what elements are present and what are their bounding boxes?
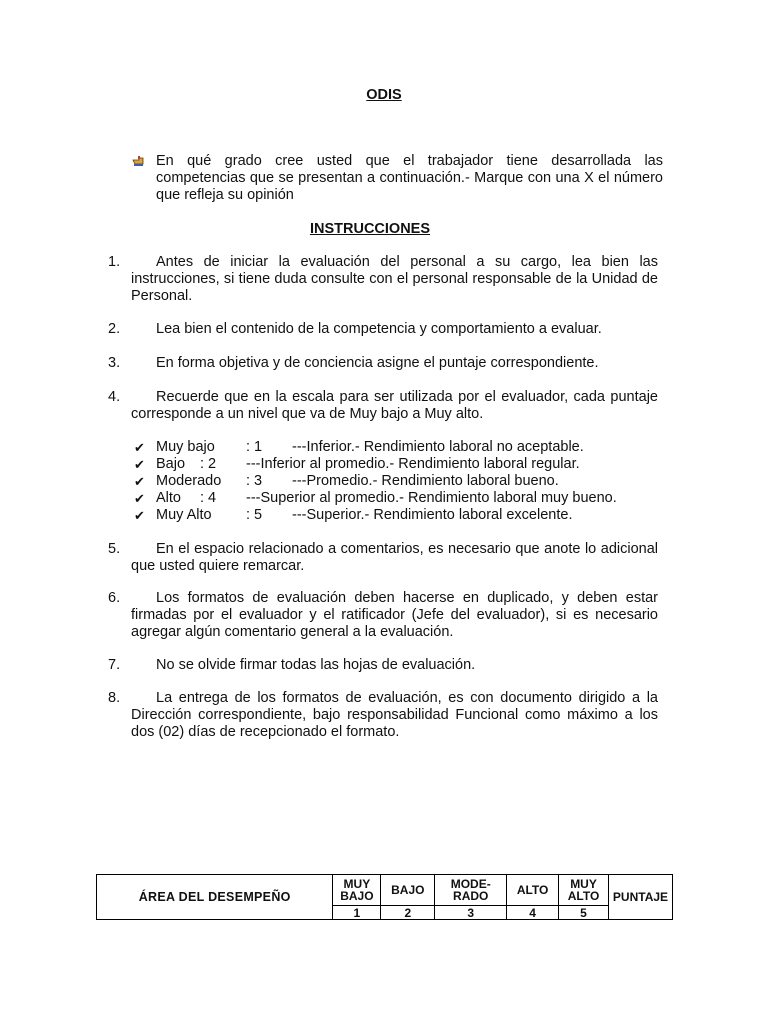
item-text: En el espacio relacionado a comentarios, es necesario que anote lo adicional que usted quiere remarcar. [131,541,658,574]
item-number: 3. [108,355,121,371]
scale-level: Bajo [156,456,186,472]
pointer-hand-icon [132,155,146,167]
scale-description: ---Promedio.- Rendimiento laboral bueno. [292,473,559,489]
instruction-item [108,321,658,338]
checkmark-icon: ✔ [134,508,145,523]
item-text: Antes de iniciar la evaluación del personal a su cargo, lea bien las instrucciones, si tiene duda consulte con el personal responsable de la Unidad de Personal. [131,254,658,304]
scale-row [134,507,674,524]
header-line: BAJO [340,889,374,903]
area-header: ÁREA DEL DESEMPEÑO [97,875,333,920]
column-header-alto [507,875,559,906]
column-header-muy-bajo [333,875,381,906]
item-number: 8. [108,690,121,706]
column-header-bajo [381,875,435,906]
instruction-item [108,590,658,641]
checkmark-icon: ✔ [134,457,145,472]
intro-paragraph [133,153,663,204]
scale-score: : 3 [246,473,263,489]
scale-description: ---Superior.- Rendimiento laboral excelente. [292,507,573,523]
instruction-item [108,541,658,575]
item-text: Lea bien el contenido de la competencia y comportamiento a evaluar. [156,321,602,337]
column-number: 2 [381,906,435,920]
scale-score: : 2 [200,456,217,472]
item-text: Los formatos de evaluación deben hacerse en duplicado, y deben estar firmadas por el evaluador y el ratificador (Jefe del evaluador), si es necesario agregar algún comentario general a la evaluación. [131,590,658,640]
checkmark-icon: ✔ [134,474,145,489]
item-number: 4. [108,389,121,405]
scale-row [134,490,674,507]
scale-score: : 1 [246,439,263,455]
column-header-muy-alto [559,875,609,906]
instruction-item [108,254,658,305]
header-line: ALTO [567,889,600,903]
scale-score: : 5 [246,507,263,523]
header-line: MUY [343,877,371,891]
evaluation-table [96,874,673,920]
scale-level: Moderado [156,473,222,489]
header-line: MODE- [450,877,491,891]
item-text: Recuerde que en la escala para ser utilizada por el evaluador, cada puntaje corresponde a un nivel que va de Muy bajo a Muy alto. [131,389,658,422]
scale-description: ---Superior al promedio.- Rendimiento laboral muy bueno. [246,490,617,506]
column-number: 1 [333,906,381,920]
column-number: 3 [435,906,507,920]
column-header-moderado [435,875,507,906]
instruction-item [108,690,658,741]
item-text: La entrega de los formatos de evaluación, es con documento dirigido a la Dirección correspondiente, bajo responsabilidad Funcional como máximo a los dos (02) días de recepcionado el formato. [131,690,658,740]
scale-row [134,456,674,473]
instruction-item [108,389,658,423]
item-number: 2. [108,321,121,337]
score-header: PUNTAJE [608,875,672,920]
scale-level: Muy Alto [156,507,212,523]
column-number: 4 [507,906,559,920]
header-line: MUY [570,877,597,891]
rating-scale-list [134,439,674,524]
intro-text: En qué grado cree usted que el trabajador tiene desarrollada las competencias que se presentan a continuación.- Marque con una X el número que refleja su opinión [156,153,663,203]
instruction-item [108,355,658,372]
document-title: ODIS [366,87,402,103]
item-text: En forma objetiva y de conciencia asigne el puntaje correspondiente. [156,355,599,371]
header-line: BAJO [391,883,425,897]
checkmark-icon: ✔ [134,491,145,506]
scale-row [134,439,674,456]
scale-level: Alto [156,490,181,506]
instructions-title: INSTRUCCIONES [309,221,431,237]
column-number: 5 [559,906,609,920]
scale-level: Muy bajo [156,439,215,455]
scale-description: ---Inferior al promedio.- Rendimiento laboral regular. [246,456,580,472]
scale-row [134,473,674,490]
item-number: 1. [108,254,121,270]
item-number: 5. [108,541,121,557]
header-line: ALTO [516,883,549,897]
item-number: 6. [108,590,121,606]
scale-score: : 4 [200,490,217,506]
item-number: 7. [108,657,121,673]
item-text: No se olvide firmar todas las hojas de evaluación. [156,657,476,673]
header-line: RADO [453,889,489,903]
instruction-item [108,657,658,674]
scale-description: ---Inferior.- Rendimiento laboral no aceptable. [292,439,584,455]
checkmark-icon: ✔ [134,440,145,455]
